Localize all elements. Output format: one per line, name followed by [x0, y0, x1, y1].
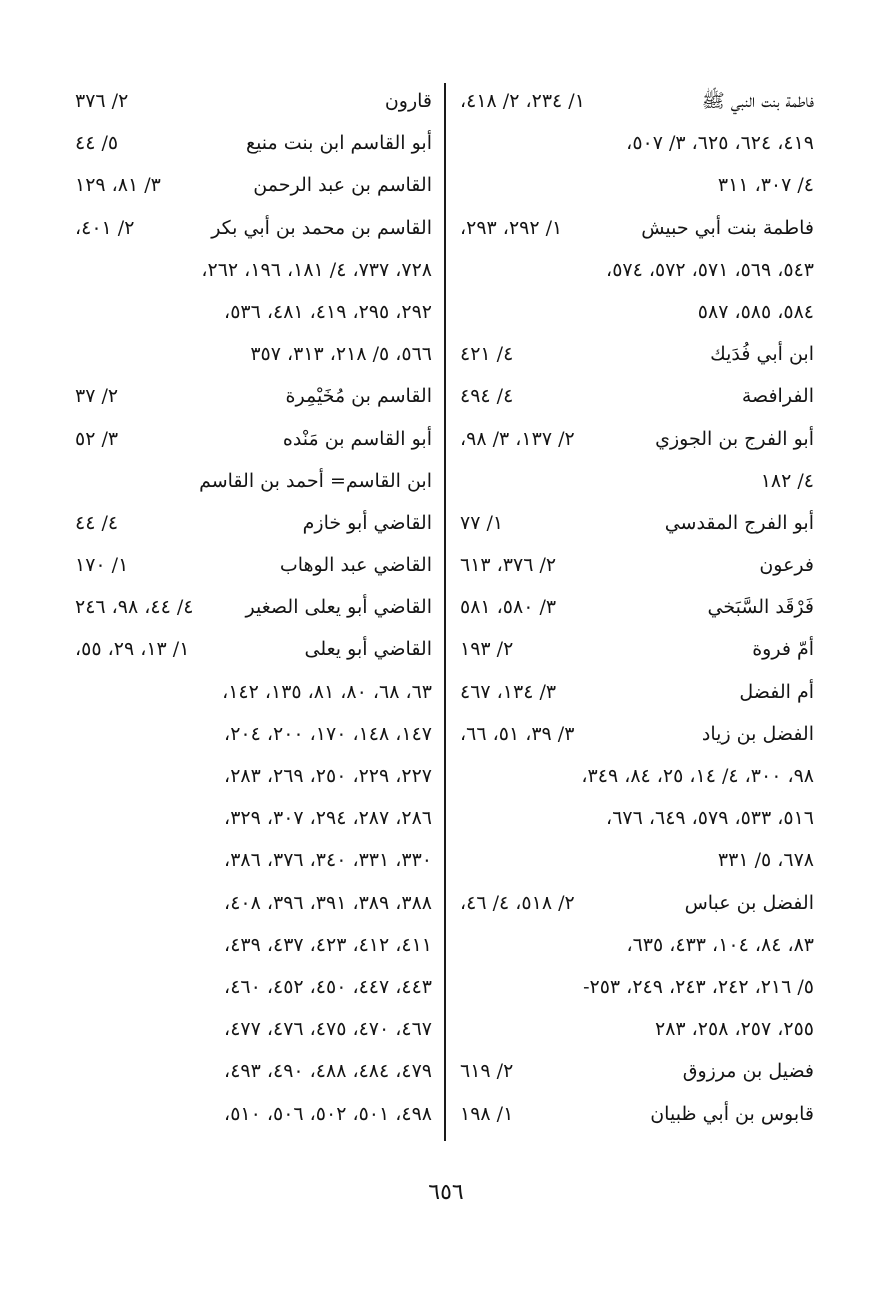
- index-entry: [460, 375, 814, 417]
- entry-references: ٥/ ٤٤: [75, 132, 119, 155]
- entry-references: ٤١١، ٤١٢، ٤٢٣، ٤٣٧، ٤٣٩،: [224, 933, 432, 956]
- index-entry: [460, 249, 814, 291]
- entry-name: أم الفضل: [739, 680, 814, 703]
- index-entry: [75, 375, 432, 417]
- entry-name: القاضي عبد الوهاب: [279, 554, 432, 577]
- entry-references: ١/ ١٩٨: [460, 1102, 514, 1125]
- index-entry: [75, 628, 432, 670]
- entry-references: ٣٣٠، ٣٣١، ٣٤٠، ٣٧٦، ٣٨٦،: [224, 849, 432, 872]
- column-divider: [444, 83, 446, 1141]
- index-entry: [460, 460, 814, 502]
- entry-name: قابوس بن أبي ظبيان: [650, 1102, 814, 1125]
- entry-name: فاطمة بنت أبي حبيش: [641, 216, 814, 239]
- entry-name: فَرْقَد السَّبَخي: [707, 596, 814, 619]
- index-entry: [75, 502, 432, 544]
- index-entry: [460, 502, 814, 544]
- entry-name: أبو الفرج المقدسي: [664, 511, 814, 534]
- index-entry: [460, 882, 814, 924]
- index-entry: [75, 1050, 432, 1092]
- entry-references: ٤/ ٣٠٧، ٣١١: [717, 174, 814, 197]
- entry-references: ٣/ ٥٢: [75, 427, 119, 450]
- entry-references: ١/ ٢٣٤، ٢/ ٤١٨،: [460, 90, 585, 112]
- index-entry: [460, 797, 814, 839]
- index-entry: [460, 628, 814, 670]
- index-entry: [460, 839, 814, 881]
- entry-name: القاسم بن عبد الرحمن: [253, 174, 432, 197]
- entry-references: ٢/ ٦١٩: [460, 1060, 514, 1083]
- entry-name: القاضي أبو خازم: [302, 511, 432, 534]
- index-entry: [460, 755, 814, 797]
- index-entry: [75, 966, 432, 1008]
- entry-name: فضيل بن مرزوق: [682, 1060, 814, 1083]
- index-entry: [460, 586, 814, 628]
- entry-name: ابن القاسم= أحمد بن القاسم: [199, 469, 432, 492]
- index-column-left: [75, 80, 432, 1135]
- entry-references: ٦٣، ٦٨، ٨٠، ٨١، ١٣٥، ١٤٢،: [222, 680, 432, 703]
- index-entry: [75, 839, 432, 881]
- index-entry: [460, 1093, 814, 1135]
- index-entry: [75, 333, 432, 375]
- index-entry: [75, 418, 432, 460]
- entry-name: القاسم بن مُخَيْمِرة: [285, 385, 432, 408]
- entry-references: ٦٧٨، ٥/ ٣٣١: [717, 849, 814, 872]
- entry-name: قارون: [384, 90, 432, 112]
- entry-name: الفضل بن عباس: [684, 891, 814, 914]
- entry-references: ٤٤٣، ٤٤٧، ٤٥٠، ٤٥٢، ٤٦٠،: [224, 975, 432, 998]
- index-entry: [75, 755, 432, 797]
- entry-references: ٣/ ٣٩، ٥١، ٦٦،: [460, 722, 575, 745]
- entry-references: ٢٨٦، ٢٨٧، ٢٩٤، ٣٠٧، ٣٢٩،: [224, 807, 432, 830]
- entry-references: ٢/ ٥١٨، ٤/ ٤٦،: [460, 891, 575, 914]
- entry-references: ١/ ١٧٠: [75, 554, 129, 577]
- index-entry: [460, 80, 814, 122]
- entry-references: ٤/ ١٨٢: [760, 469, 814, 492]
- entry-references: ٢/ ٣٧: [75, 385, 119, 408]
- entry-references: ٤١٩، ٦٢٤، ٦٢٥، ٣/ ٥٠٧،: [626, 132, 814, 155]
- entry-name: القاسم بن محمد بن أبي بكر: [211, 216, 432, 239]
- entry-name: أبو الفرج بن الجوزي: [655, 427, 814, 450]
- entry-references: ٢٢٧، ٢٢٩، ٢٥٠، ٢٦٩، ٢٨٣،: [224, 765, 432, 787]
- index-entry: [460, 122, 814, 164]
- index-entry: [460, 713, 814, 755]
- entry-references: ٥٦٦، ٥/ ٢١٨، ٣١٣، ٣٥٧: [250, 343, 432, 366]
- entry-references: ٤٧٩، ٤٨٤، ٤٨٨، ٤٩٠، ٤٩٣،: [224, 1060, 432, 1083]
- page-number: ٦٥٦: [428, 1180, 464, 1205]
- entry-references: ٤٩٨، ٥٠١، ٥٠٢، ٥٠٦، ٥١٠،: [224, 1102, 432, 1125]
- index-entry: [460, 924, 814, 966]
- entry-references: ٩٨، ٣٠٠، ٤/ ١٤، ٢٥، ٨٤، ٣٤٩،: [581, 765, 814, 787]
- index-entry: [75, 207, 432, 249]
- entry-references: ١/ ١٣، ٢٩، ٥٥،: [75, 638, 190, 661]
- index-entry: [75, 882, 432, 924]
- entry-name: ابن أبي فُدَيك: [710, 343, 814, 366]
- index-entry: [75, 164, 432, 206]
- entry-references: ٣/ ١٣٤، ٤٦٧: [460, 680, 557, 703]
- entry-references: ٤/ ٤٤: [75, 511, 119, 534]
- index-entry: [75, 797, 432, 839]
- index-entry: [460, 291, 814, 333]
- entry-name: أمّ فروة: [752, 638, 814, 661]
- entry-references: ٤/ ٤٤، ٩٨، ٢٤٦: [75, 596, 194, 619]
- entry-references: ٣٨٨، ٣٨٩، ٣٩١، ٣٩٦، ٤٠٨،: [224, 891, 432, 914]
- index-entry: [75, 1093, 432, 1135]
- entry-references: ٥٤٣، ٥٦٩، ٥٧١، ٥٧٢، ٥٧٤،: [606, 258, 814, 281]
- entry-references: ٣/ ٨١، ١٢٩: [75, 174, 161, 197]
- index-entry: [75, 460, 432, 502]
- entry-references: ٥١٦، ٥٣٣، ٥٧٩، ٦٤٩، ٦٧٦،: [606, 807, 814, 830]
- entry-references: ٢٩٢، ٢٩٥، ٤١٩، ٤٨١، ٥٣٦،: [224, 300, 432, 323]
- entry-references: ٢/ ٣٧٦، ٦١٣: [460, 554, 557, 577]
- entry-name: الفرافصة: [741, 385, 814, 408]
- entry-references: ٤٦٧، ٤٧٠، ٤٧٥، ٤٧٦، ٤٧٧،: [224, 1018, 432, 1041]
- entry-references: ٢/ ٤٠١،: [75, 216, 135, 239]
- entry-references: ٤/ ٤٩٤: [460, 385, 514, 408]
- entry-references: ٢/ ١٩٣: [460, 638, 514, 661]
- entry-name: الفضل بن زياد: [701, 722, 814, 745]
- entry-references: ١/ ٧٧: [460, 511, 504, 534]
- index-entry: [75, 1008, 432, 1050]
- entry-references: ٥/ ٢١٦، ٢٤٢، ٢٤٣، ٢٤٩، ٢٥٣-: [583, 975, 814, 998]
- index-entry: [460, 418, 814, 460]
- entry-references: ٢/ ١٣٧، ٣/ ٩٨،: [460, 427, 575, 450]
- index-entry: [75, 713, 432, 755]
- entry-references: ١٤٧، ١٤٨، ١٧٠، ٢٠٠، ٢٠٤،: [224, 722, 432, 745]
- entry-references: ٢/ ٣٧٦: [75, 90, 129, 112]
- index-entry: [75, 671, 432, 713]
- entry-references: ٥٨٤، ٥٨٥، ٥٨٧: [697, 300, 814, 323]
- entry-name: أبو القاسم ابن بنت منيع: [245, 132, 432, 155]
- entry-references: ٣/ ٥٨٠، ٥٨١: [460, 596, 557, 619]
- entry-references: ٤/ ٤٢١: [460, 343, 514, 366]
- index-entry: [75, 291, 432, 333]
- entry-name: القاضي أبو يعلى الصغير: [245, 596, 432, 619]
- index-entry: [75, 924, 432, 966]
- entry-references: ٨٣، ٨٤، ١٠٤، ٤٣٣، ٦٣٥،: [626, 933, 814, 956]
- index-entry: [460, 544, 814, 586]
- index-entry: [460, 1050, 814, 1092]
- entry-name: فاطمة بنت النبي ﷺ: [701, 90, 814, 112]
- index-entry: [75, 249, 432, 291]
- index-entry: [460, 1008, 814, 1050]
- index-entry: [460, 671, 814, 713]
- index-entry: [75, 80, 432, 122]
- entry-references: ١/ ٢٩٢، ٢٩٣،: [460, 216, 563, 239]
- entry-name: أبو القاسم بن مَنْده: [282, 427, 432, 450]
- index-entry: [460, 164, 814, 206]
- entry-name: فرعون: [759, 554, 814, 577]
- index-entry: [75, 122, 432, 164]
- entry-references: ٢٥٥، ٢٥٧، ٢٥٨، ٢٨٣: [654, 1018, 814, 1041]
- entry-name: القاضي أبو يعلى: [304, 638, 432, 661]
- entry-references: ٧٢٨، ٧٣٧، ٤/ ١٨١، ١٩٦، ٢٦٢،: [201, 258, 432, 281]
- index-column-right: [460, 80, 814, 1135]
- index-entry: [75, 544, 432, 586]
- index-entry: [75, 586, 432, 628]
- index-entry: [460, 966, 814, 1008]
- index-entry: [460, 207, 814, 249]
- index-entry: [460, 333, 814, 375]
